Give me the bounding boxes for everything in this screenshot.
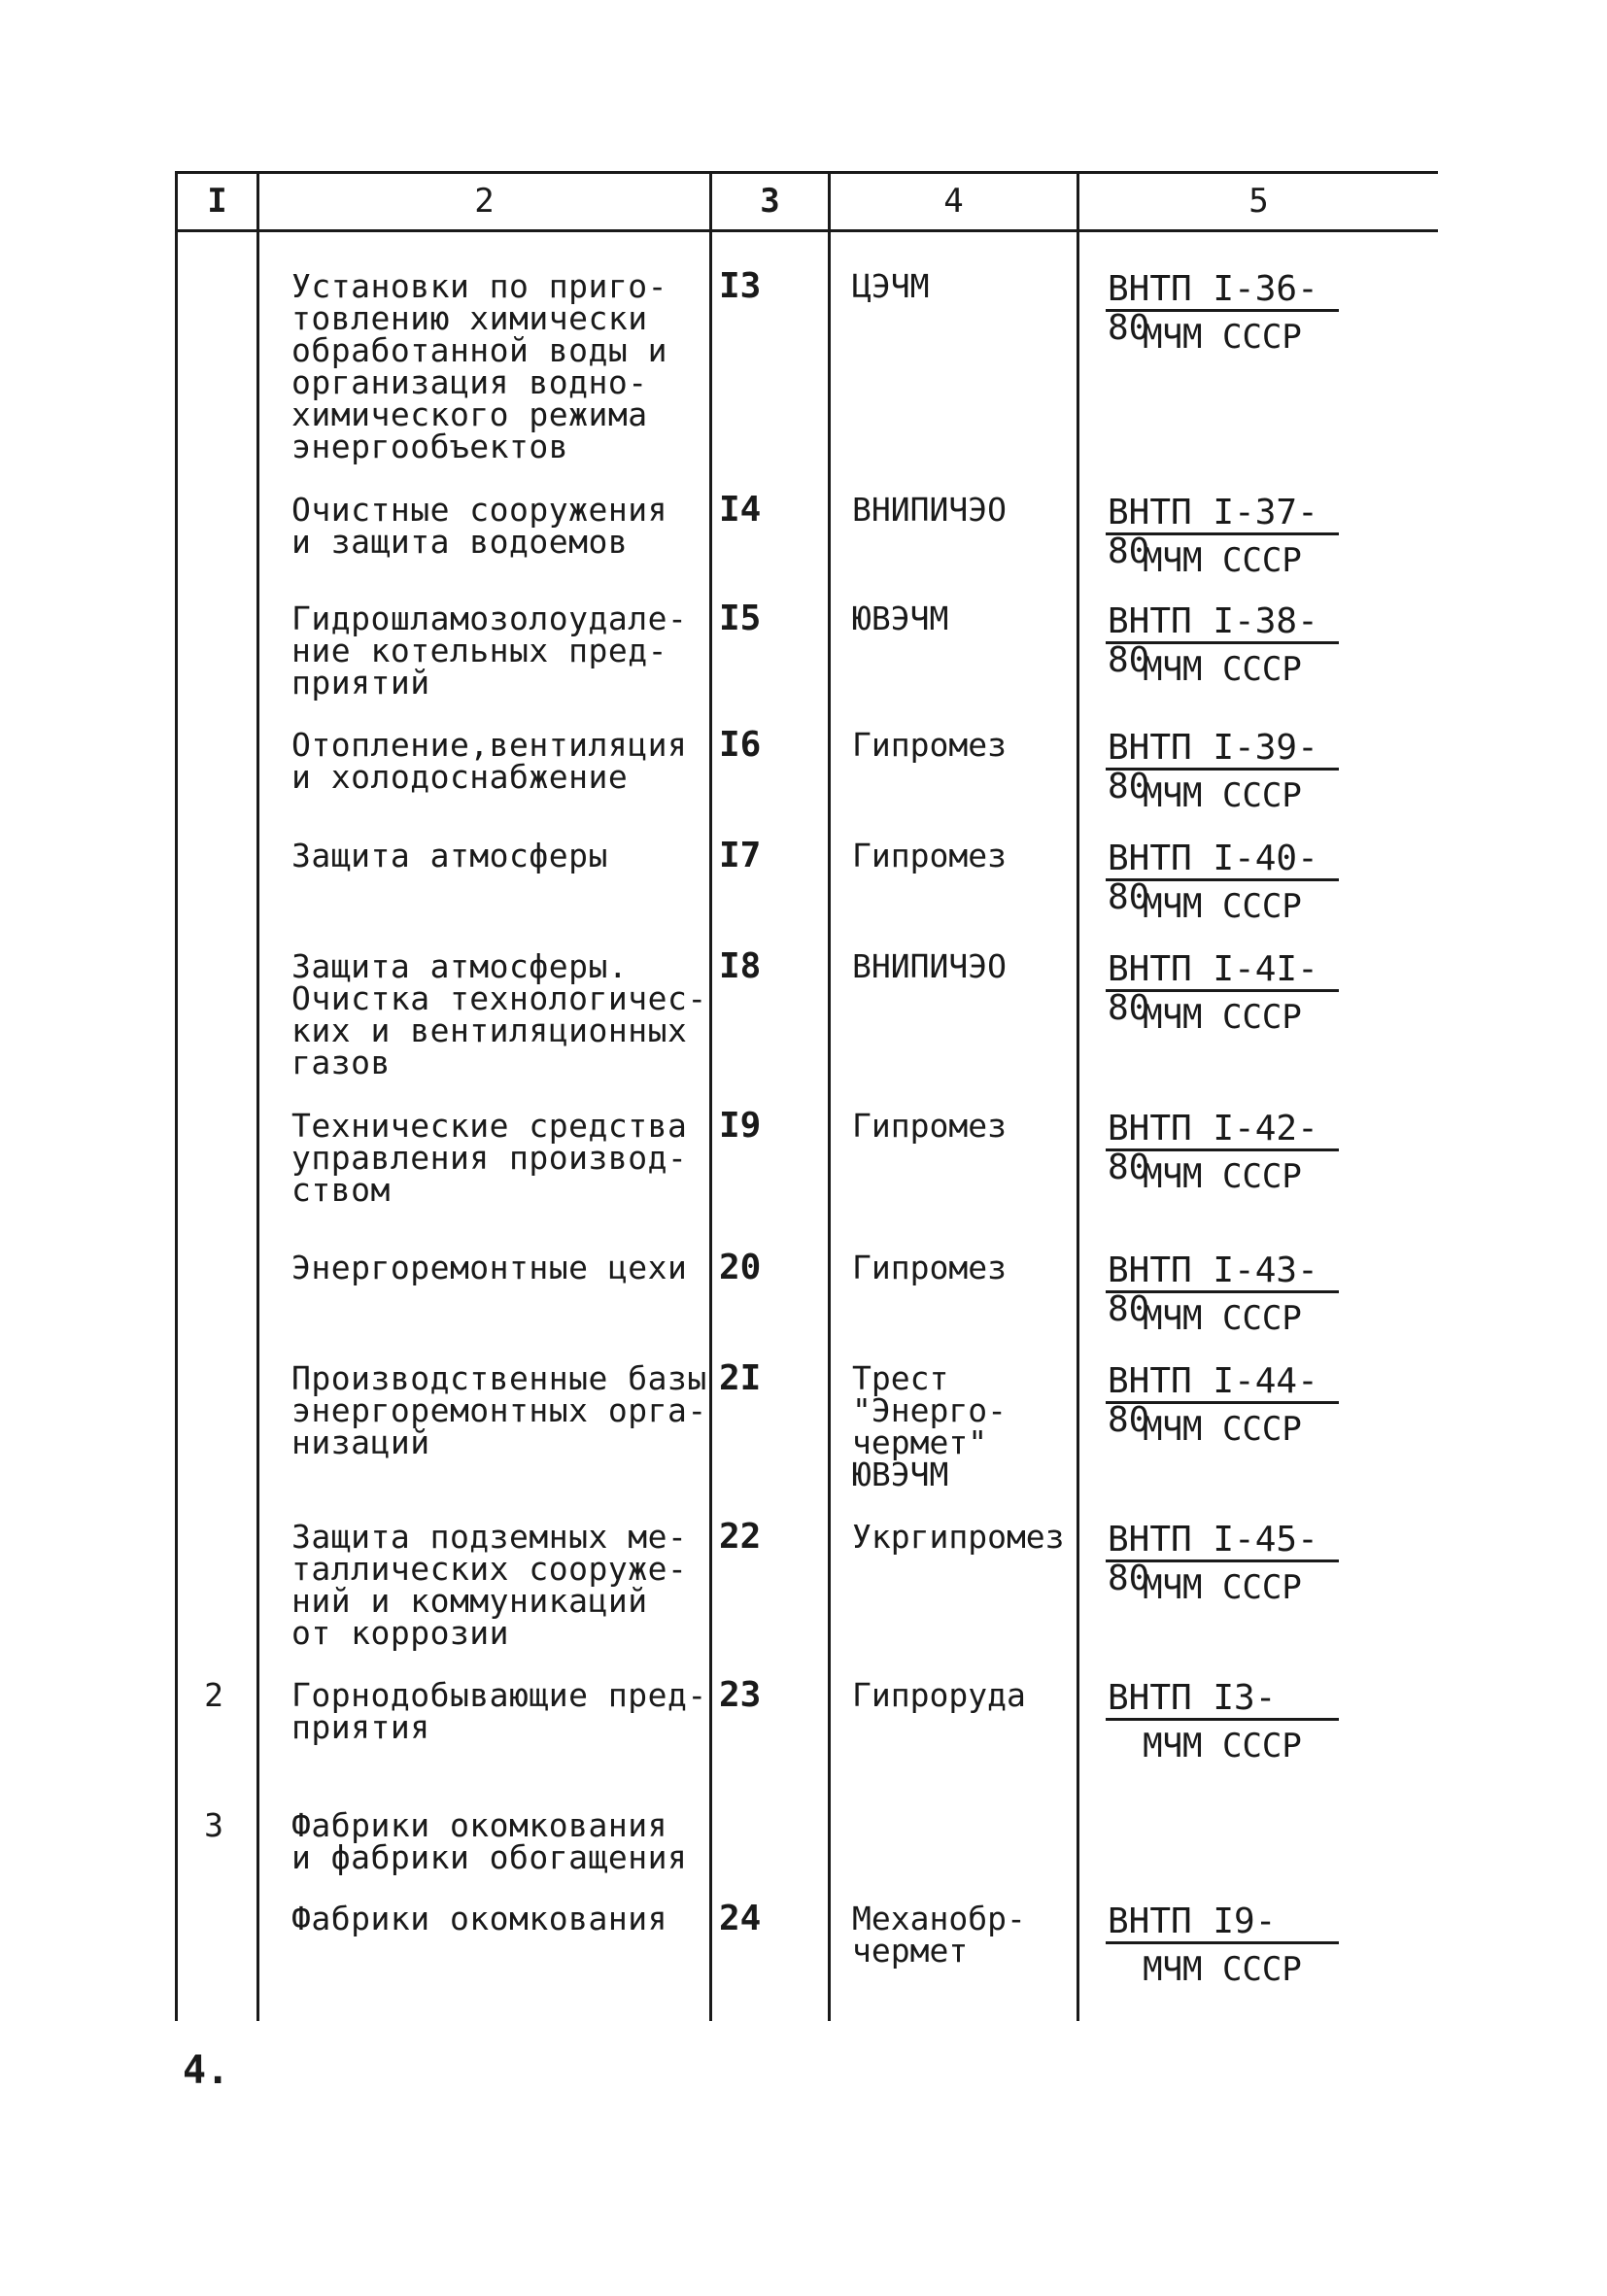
- row-number: 2I: [719, 1358, 762, 1398]
- standard-ministry: МЧМ СССР: [1143, 650, 1302, 689]
- standard-ministry: МЧМ СССР: [1143, 1157, 1302, 1196]
- standard-ministry: МЧМ СССР: [1143, 1727, 1302, 1765]
- page-number: 4.: [183, 2048, 230, 2093]
- standard-ministry: МЧМ СССР: [1143, 541, 1302, 580]
- standard-code: ВНТП I9-: [1106, 1902, 1339, 1944]
- column-divider-left: [175, 171, 178, 2021]
- standard-ministry: МЧМ СССР: [1143, 776, 1302, 815]
- row-standard: [1106, 1679, 1339, 1765]
- row-organization: ЮВЭЧМ: [852, 600, 949, 637]
- standard-code: ВНТП I3-: [1106, 1679, 1339, 1721]
- row-standard: [1106, 840, 1339, 926]
- row-section-number: 3: [204, 1806, 223, 1844]
- standard-ministry: МЧМ СССР: [1143, 1410, 1302, 1449]
- table-top-border: [175, 171, 1438, 174]
- row-section-number: 2: [204, 1676, 223, 1714]
- row-number: I6: [719, 725, 762, 765]
- row-standard: [1106, 602, 1339, 689]
- column-divider-3-4: [828, 171, 831, 2021]
- standard-ministry: МЧМ СССР: [1143, 1568, 1302, 1607]
- row-organization: Укргипромез: [852, 1518, 1065, 1556]
- row-standard: [1106, 494, 1339, 580]
- row-number: I9: [719, 1106, 762, 1146]
- row-number: I7: [719, 836, 762, 875]
- row-name: Установки по приго- товлению химически обработанной воды и организация водно- химического режима энергообъектов: [291, 267, 667, 465]
- row-number: I5: [719, 599, 762, 638]
- header-col-1: I: [207, 182, 227, 221]
- standard-code: ВНТП I-40-80: [1106, 840, 1339, 881]
- row-standard: [1106, 1521, 1339, 1607]
- row-organization: Гипромез: [852, 1107, 1007, 1145]
- row-name: Очистные сооружения и защита водоемов: [291, 491, 667, 561]
- row-organization: ВНИПИЧЭО: [852, 491, 1007, 529]
- column-divider-2-3: [709, 171, 712, 2021]
- standard-code: ВНТП I-36-80: [1106, 270, 1339, 312]
- standard-code: ВНТП I-38-80: [1106, 602, 1339, 644]
- column-divider-4-5: [1077, 171, 1079, 2021]
- header-col-4: 4: [943, 182, 964, 221]
- row-name: Горнодобывающие пред- приятия: [291, 1676, 707, 1746]
- standard-ministry: МЧМ СССР: [1143, 887, 1302, 926]
- row-standard: [1106, 270, 1339, 357]
- row-name: Производственные базы энергоремонтных орга- низаций: [291, 1359, 707, 1461]
- header-bottom-border: [175, 229, 1438, 232]
- standard-ministry: МЧМ СССР: [1143, 1299, 1302, 1338]
- standard-code: ВНТП I-39-80: [1106, 729, 1339, 771]
- row-standard: [1106, 729, 1339, 815]
- standard-code: ВНТП I-44-80: [1106, 1362, 1339, 1404]
- standard-code: ВНТП I-43-80: [1106, 1251, 1339, 1293]
- row-organization: Гипромез: [852, 1249, 1007, 1286]
- row-name: Энергоремонтные цехи: [291, 1249, 688, 1286]
- standard-code: ВНТП I-4I-80: [1106, 950, 1339, 992]
- header-col-5: 5: [1248, 182, 1269, 221]
- row-name: Технические средства управления производ- ством: [291, 1107, 688, 1209]
- row-number: I4: [719, 490, 762, 530]
- row-name: Защита атмосферы. Очистка технологичес- ких и вентиляционных газов: [291, 947, 707, 1081]
- row-number: I3: [719, 266, 762, 306]
- column-divider-1-2: [256, 171, 259, 2021]
- row-organization: Трест "Энерго- чермет" ЮВЭЧМ: [852, 1359, 1007, 1493]
- row-number: 22: [719, 1517, 762, 1557]
- row-name: Защита подземных ме- таллических сооруже- ний и коммуникаций от коррозии: [291, 1518, 688, 1652]
- header-col-3: 3: [760, 182, 780, 221]
- row-name: Отопление,вентиляция и холодоснабжение: [291, 726, 688, 796]
- row-organization: ЦЭЧМ: [852, 267, 930, 305]
- row-number: 24: [719, 1899, 762, 1938]
- row-name: Фабрики окомкования: [291, 1900, 667, 1937]
- row-number: 23: [719, 1675, 762, 1715]
- row-name: Фабрики окомкования и фабрики обогащения: [291, 1806, 688, 1876]
- row-organization: Механобр- чермет: [852, 1900, 1026, 1970]
- row-organization: Гипроруда: [852, 1676, 1026, 1714]
- row-standard: [1106, 1110, 1339, 1196]
- row-organization: Гипромез: [852, 837, 1007, 874]
- row-organization: Гипромез: [852, 726, 1007, 764]
- row-name: Гидрошламозолоудале- ние котельных пред- приятий: [291, 600, 688, 702]
- row-standard: [1106, 1362, 1339, 1449]
- standard-ministry: МЧМ СССР: [1143, 318, 1302, 357]
- header-col-2: 2: [474, 182, 495, 221]
- standard-ministry: МЧМ СССР: [1143, 1950, 1302, 1989]
- standard-code: ВНТП I-42-80: [1106, 1110, 1339, 1151]
- row-name: Защита атмосферы: [291, 837, 608, 874]
- row-number: I8: [719, 946, 762, 986]
- row-organization: ВНИПИЧЭО: [852, 947, 1007, 985]
- row-standard: [1106, 1251, 1339, 1338]
- row-standard: [1106, 1902, 1339, 1989]
- row-standard: [1106, 950, 1339, 1037]
- standard-code: ВНТП I-45-80: [1106, 1521, 1339, 1562]
- row-number: 20: [719, 1248, 762, 1287]
- standard-ministry: МЧМ СССР: [1143, 998, 1302, 1037]
- standard-code: ВНТП I-37-80: [1106, 494, 1339, 535]
